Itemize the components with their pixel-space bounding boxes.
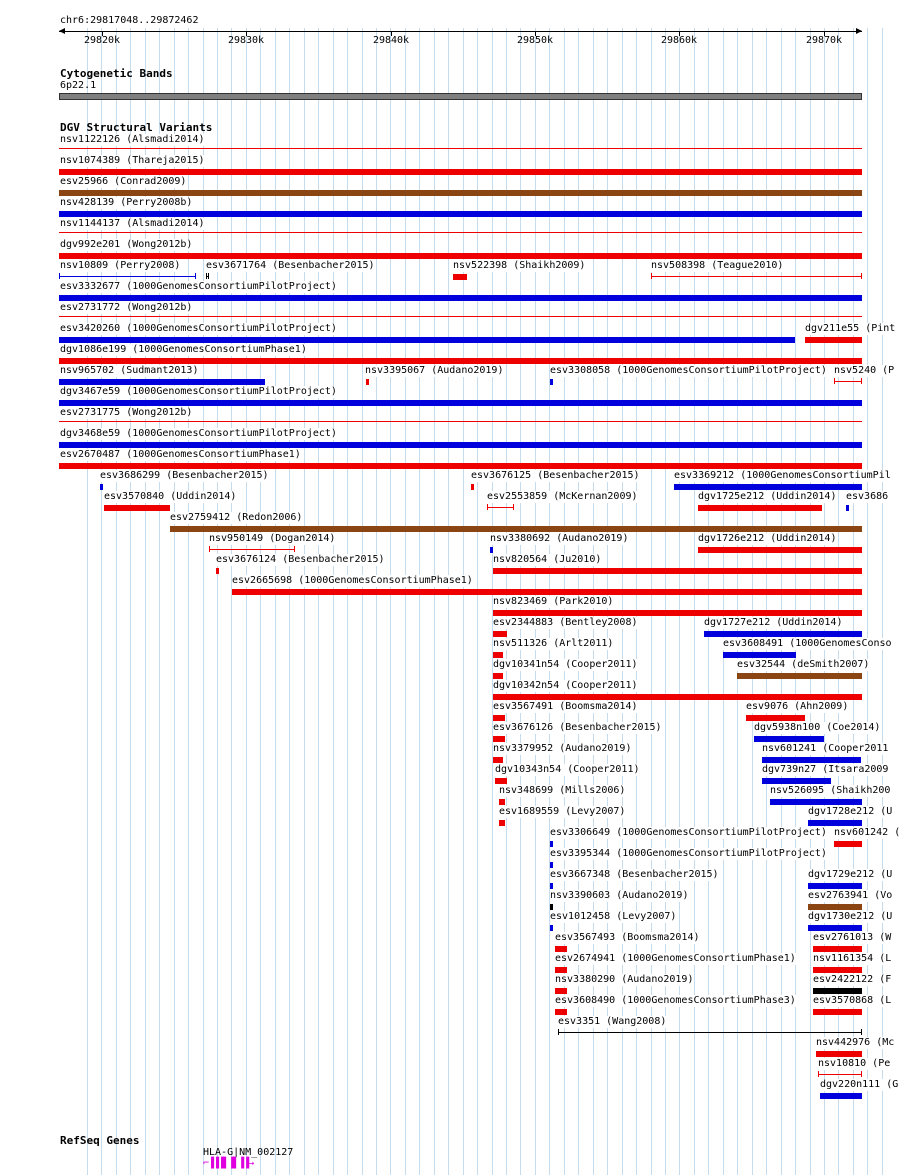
variant-bar[interactable] <box>746 715 805 721</box>
variant-endcap <box>487 504 488 510</box>
variant-label[interactable]: nsv526095 (Shaikh200 <box>770 785 891 796</box>
variant-label[interactable]: esv3567491 (Boomsma2014) <box>493 701 638 712</box>
variant-label[interactable]: dgv5938n100 (Coe2014) <box>754 722 881 733</box>
variant-endcap <box>513 504 514 510</box>
variant-label[interactable]: nsv1074389 (Thareja2015) <box>60 155 205 166</box>
variant-label[interactable]: nsv3380290 (Audano2019) <box>555 974 694 985</box>
variant-label[interactable]: esv3676125 (Besenbacher2015) <box>471 470 640 481</box>
variant-line[interactable] <box>59 316 862 317</box>
grid-line <box>810 28 811 1175</box>
variant-bar[interactable] <box>834 841 862 847</box>
variant-label[interactable]: nsv10810 (Pe <box>818 1058 891 1069</box>
variant-label[interactable]: dgv1728e212 (U <box>808 806 893 817</box>
variant-label[interactable]: esv2731772 (Wong2012b) <box>60 302 193 313</box>
variant-label[interactable]: esv3332677 (1000GenomesConsortiumPilotProject) <box>60 281 337 292</box>
variant-label[interactable]: esv9076 (Ahn2009) <box>746 701 849 712</box>
ruler-tick-label: 29860k <box>660 35 698 46</box>
variant-bar[interactable] <box>805 337 862 343</box>
variant-label[interactable]: esv2670487 (1000GenomesConsortiumPhase1) <box>60 449 301 460</box>
variant-bar[interactable] <box>813 1009 862 1015</box>
variant-label[interactable]: esv3686 <box>846 491 889 502</box>
chromosome-coordinates: chr6:29817048..29872462 <box>60 15 199 26</box>
variant-label[interactable]: nsv5240 (P <box>834 365 895 376</box>
variant-label[interactable]: nsv1161354 (L <box>813 953 892 964</box>
variant-bar[interactable] <box>555 946 567 952</box>
variant-bar[interactable] <box>820 1093 862 1099</box>
variant-endcap <box>651 273 652 279</box>
variant-label[interactable]: esv2344883 (Bentley2008) <box>493 617 638 628</box>
variant-label[interactable]: esv25966 (Conrad2009) <box>60 176 187 187</box>
variant-label[interactable]: nsv348699 (Mills2006) <box>499 785 626 796</box>
variant-line[interactable] <box>818 1074 862 1075</box>
variant-bar[interactable] <box>550 841 553 847</box>
variant-bar[interactable] <box>59 337 795 343</box>
variant-label[interactable]: dgv211e55 (Pint <box>805 323 896 334</box>
variant-bar[interactable] <box>232 589 862 595</box>
grid-line <box>448 28 449 1175</box>
variant-label[interactable]: dgv3468e59 (1000GenomesConsortiumPilotProject) <box>60 428 337 439</box>
variant-bar[interactable] <box>550 904 553 910</box>
grid-line <box>275 28 276 1175</box>
variant-label[interactable]: nsv601242 ( <box>834 827 900 838</box>
variant-label[interactable]: esv3686299 (Besenbacher2015) <box>100 470 269 481</box>
variant-label[interactable]: nsv428139 (Perry2008b) <box>60 197 193 208</box>
variant-bar[interactable] <box>762 778 831 784</box>
cytoband-label: 6p22.1 <box>60 80 97 91</box>
ruler-tick-label: 29840k <box>372 35 410 46</box>
grid-line <box>304 28 305 1175</box>
variant-bar[interactable] <box>453 274 467 280</box>
variant-bar[interactable] <box>59 442 862 448</box>
variant-line[interactable] <box>59 276 196 277</box>
variant-endcap <box>206 273 207 279</box>
variant-bar[interactable] <box>813 946 862 952</box>
variant-bar[interactable] <box>59 463 862 469</box>
grid-line <box>333 28 334 1175</box>
grid-line <box>434 28 435 1175</box>
variant-bar[interactable] <box>100 484 103 490</box>
variant-bar[interactable] <box>808 925 862 931</box>
variant-label[interactable]: esv3676124 (Besenbacher2015) <box>216 554 385 565</box>
variant-label[interactable]: nsv522398 (Shaikh2009) <box>453 260 586 271</box>
variant-label[interactable]: dgv1730e212 (U <box>808 911 893 922</box>
variant-label[interactable]: nsv508398 (Teague2010) <box>651 260 784 271</box>
gene-label[interactable]: HLA-G|NM_002127 <box>203 1147 294 1158</box>
variant-label[interactable]: esv32544 (deSmith2007) <box>737 659 870 670</box>
scale-ruler[interactable] <box>59 31 862 32</box>
variant-label[interactable]: nsv965702 (Sudmant2013) <box>60 365 199 376</box>
refseq-track-title: RefSeq Genes <box>60 1134 140 1147</box>
variant-label[interactable]: esv3667348 (Besenbacher2015) <box>550 869 719 880</box>
variant-bar[interactable] <box>762 757 861 763</box>
variant-bar[interactable] <box>550 883 553 889</box>
variant-endcap <box>861 1029 862 1035</box>
variant-label[interactable]: dgv1727e212 (Uddin2014) <box>704 617 843 628</box>
variant-line[interactable] <box>651 276 862 277</box>
variant-bar[interactable] <box>493 631 507 637</box>
cytoband-track-title: Cytogenetic Bands <box>60 67 173 80</box>
hla-g-gene-model[interactable]: ⌐▐▐▐▌▐▌▐▐→ <box>203 1158 254 1169</box>
variant-label[interactable]: esv3351 (Wang2008) <box>558 1016 667 1027</box>
grid-line <box>347 28 348 1175</box>
grid-line <box>376 28 377 1175</box>
grid-line <box>260 28 261 1175</box>
variant-bar[interactable] <box>59 379 265 385</box>
variant-line[interactable] <box>59 421 862 422</box>
variant-endcap <box>195 273 196 279</box>
variant-label[interactable]: nsv1122126 (Alsmadi2014) <box>60 134 205 145</box>
variant-endcap <box>861 273 862 279</box>
variant-label[interactable]: esv3369212 (1000GenomesConsortiumPil <box>674 470 891 481</box>
variant-label[interactable]: nsv820564 (Ju2010) <box>493 554 602 565</box>
cytoband-bar[interactable] <box>59 93 862 100</box>
variant-label[interactable]: esv2759412 (Redon2006) <box>170 512 303 523</box>
grid-line <box>463 28 464 1175</box>
variant-bar[interactable] <box>550 379 553 385</box>
grid-line <box>246 28 247 1175</box>
variant-bar[interactable] <box>493 652 503 658</box>
variant-label[interactable]: esv1689559 (Levy2007) <box>499 806 626 817</box>
variant-label[interactable]: dgv10341n54 (Cooper2011) <box>493 659 638 670</box>
variant-label[interactable]: esv3676126 (Besenbacher2015) <box>493 722 662 733</box>
variant-bar[interactable] <box>366 379 369 385</box>
scroll-right-arrow-icon[interactable] <box>856 28 862 34</box>
variant-label[interactable]: dgv739n27 (Itsara2009 <box>762 764 889 775</box>
variant-bar[interactable] <box>816 1051 862 1057</box>
variant-endcap <box>209 546 210 552</box>
variant-label[interactable]: nsv3390603 (Audano2019) <box>550 890 689 901</box>
variant-endcap <box>294 546 295 552</box>
variant-label[interactable]: esv2674941 (1000GenomesConsortiumPhase1) <box>555 953 796 964</box>
variant-endcap <box>59 273 60 279</box>
variant-bar[interactable] <box>104 505 170 511</box>
variant-bar[interactable] <box>555 967 567 973</box>
variant-bar[interactable] <box>499 820 505 826</box>
variant-endcap <box>558 1029 559 1035</box>
variant-label[interactable]: nsv950149 (Dogan2014) <box>209 533 336 544</box>
variant-label[interactable]: esv2731775 (Wong2012b) <box>60 407 193 418</box>
variant-label[interactable]: dgv10343n54 (Cooper2011) <box>495 764 640 775</box>
grid-line <box>477 28 478 1175</box>
variant-bar[interactable] <box>490 547 493 553</box>
variant-bar[interactable] <box>808 820 862 826</box>
variant-bar[interactable] <box>493 610 862 616</box>
variant-bar[interactable] <box>59 211 862 217</box>
variant-bar[interactable] <box>59 253 862 259</box>
variant-bar[interactable] <box>216 568 219 574</box>
variant-bar[interactable] <box>493 673 503 679</box>
variant-bar[interactable] <box>550 925 553 931</box>
variant-bar[interactable] <box>550 862 553 868</box>
variant-label[interactable]: nsv3395067 (Audano2019) <box>365 365 504 376</box>
variant-bar[interactable] <box>499 799 505 805</box>
variant-bar[interactable] <box>59 358 862 364</box>
variant-endcap <box>834 378 835 384</box>
variant-label[interactable]: dgv1726e212 (Uddin2014) <box>698 533 837 544</box>
variant-bar[interactable] <box>59 169 862 175</box>
variant-bar[interactable] <box>754 736 824 742</box>
variant-bar[interactable] <box>493 757 503 763</box>
variant-line[interactable] <box>209 549 295 550</box>
variant-label[interactable]: esv3671764 (Besenbacher2015) <box>206 260 375 271</box>
ruler-tick-label: 29870k <box>805 35 843 46</box>
variant-line[interactable] <box>834 381 862 382</box>
variant-label[interactable]: dgv1729e212 (U <box>808 869 893 880</box>
variant-bar[interactable] <box>808 883 862 889</box>
variant-line[interactable] <box>59 232 862 233</box>
variant-bar[interactable] <box>737 673 862 679</box>
variant-label[interactable]: esv3395344 (1000GenomesConsortiumPilotProject) <box>550 848 827 859</box>
grid-line <box>203 28 204 1175</box>
variant-label[interactable]: esv1012458 (Levy2007) <box>550 911 677 922</box>
grid-line <box>289 28 290 1175</box>
variant-label[interactable]: esv3570840 (Uddin2014) <box>104 491 237 502</box>
variant-label[interactable]: nsv10809 (Perry2008) <box>60 260 181 271</box>
grid-line <box>362 28 363 1175</box>
variant-label[interactable]: esv2422122 (F <box>813 974 892 985</box>
variant-endcap <box>861 378 862 384</box>
variant-bar[interactable] <box>770 799 862 805</box>
variant-line[interactable] <box>59 148 862 149</box>
variant-label[interactable]: esv3570868 (L <box>813 995 892 1006</box>
variant-line[interactable] <box>487 507 514 508</box>
variant-bar[interactable] <box>493 694 862 700</box>
variant-label[interactable]: nsv3379952 (Audano2019) <box>493 743 632 754</box>
grid-line <box>390 28 391 1175</box>
variant-bar[interactable] <box>493 568 862 574</box>
variant-label[interactable]: esv3567493 (Boomsma2014) <box>555 932 700 943</box>
variant-endcap <box>861 1071 862 1077</box>
variant-label[interactable]: esv2553859 (McKernan2009) <box>487 491 638 502</box>
variant-bar[interactable] <box>723 652 796 658</box>
variant-label[interactable]: nsv511326 (Arlt2011) <box>493 638 614 649</box>
variant-label[interactable]: dgv10342n54 (Cooper2011) <box>493 680 638 691</box>
dgv-track-title: DGV Structural Variants <box>60 121 213 134</box>
variant-label[interactable]: dgv992e201 (Wong2012b) <box>60 239 193 250</box>
ruler-tick-label: 29820k <box>83 35 121 46</box>
variant-label[interactable]: esv2763941 (Vo <box>808 890 893 901</box>
variant-label[interactable]: esv2761013 (W <box>813 932 892 943</box>
variant-bar[interactable] <box>674 484 862 490</box>
variant-bar[interactable] <box>846 505 849 511</box>
variant-label[interactable]: nsv3380692 (Audano2019) <box>490 533 629 544</box>
variant-bar[interactable] <box>493 736 505 742</box>
variant-bar[interactable] <box>808 904 862 910</box>
grid-line <box>405 28 406 1175</box>
variant-endcap <box>208 273 209 279</box>
variant-label[interactable]: esv3306649 (1000GenomesConsortiumPilotProject) <box>550 827 827 838</box>
variant-bar[interactable] <box>555 988 567 994</box>
variant-label[interactable]: nsv601241 (Cooper2011 <box>762 743 889 754</box>
variant-label[interactable]: dgv220n111 (G <box>820 1079 899 1090</box>
variant-bar[interactable] <box>59 400 862 406</box>
variant-bar[interactable] <box>698 505 822 511</box>
grid-line <box>231 28 232 1175</box>
variant-label[interactable]: dgv1725e212 (Uddin2014) <box>698 491 837 502</box>
variant-bar[interactable] <box>471 484 474 490</box>
grid-line <box>217 28 218 1175</box>
ruler-tick-label: 29830k <box>227 35 265 46</box>
variant-label[interactable]: nsv823469 (Park2010) <box>493 596 614 607</box>
variant-label[interactable]: esv3308058 (1000GenomesConsortiumPilotProject) <box>550 365 827 376</box>
variant-label[interactable]: esv3608491 (1000GenomesConso <box>723 638 892 649</box>
variant-label[interactable]: nsv442976 (Mc <box>816 1037 895 1048</box>
variant-bar[interactable] <box>495 778 507 784</box>
variant-label[interactable]: esv3608490 (1000GenomesConsortiumPhase3) <box>555 995 796 1006</box>
variant-endcap <box>818 1071 819 1077</box>
variant-label[interactable]: dgv1086e199 (1000GenomesConsortiumPhase1) <box>60 344 307 355</box>
grid-line <box>419 28 420 1175</box>
variant-bar[interactable] <box>493 715 505 721</box>
variant-bar[interactable] <box>555 1009 567 1015</box>
variant-label[interactable]: dgv3467e59 (1000GenomesConsortiumPilotProject) <box>60 386 337 397</box>
variant-label[interactable]: esv2665698 (1000GenomesConsortiumPhase1) <box>232 575 473 586</box>
variant-bar[interactable] <box>813 988 862 994</box>
variant-bar[interactable] <box>59 190 862 196</box>
variant-bar[interactable] <box>170 526 862 532</box>
variant-bar[interactable] <box>59 295 862 301</box>
variant-bar[interactable] <box>698 547 862 553</box>
variant-label[interactable]: nsv1144137 (Alsmadi2014) <box>60 218 205 229</box>
variant-bar[interactable] <box>813 967 862 973</box>
variant-bar[interactable] <box>704 631 862 637</box>
ruler-tick-label: 29850k <box>516 35 554 46</box>
grid-line <box>318 28 319 1175</box>
variant-line[interactable] <box>558 1032 862 1033</box>
variant-label[interactable]: esv3420260 (1000GenomesConsortiumPilotProject) <box>60 323 337 334</box>
